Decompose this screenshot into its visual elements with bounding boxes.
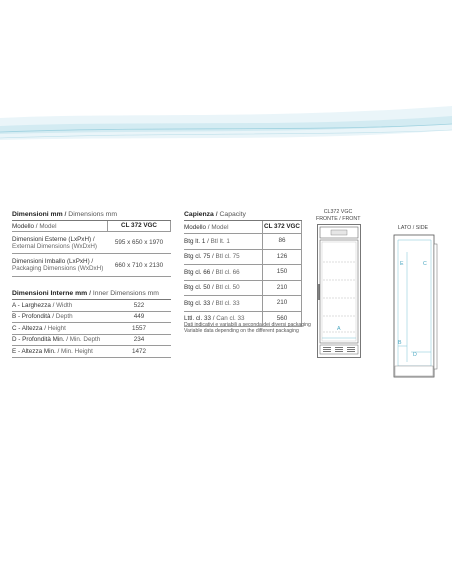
front-drawing <box>317 224 361 363</box>
side-dimension-label-b: B <box>398 340 402 346</box>
inner-row-height: C - Altezza / Height 1557 <box>12 323 171 335</box>
decorative-wave-band <box>0 0 452 200</box>
side-dimension-label-c: C <box>423 261 427 267</box>
side-drawing <box>393 234 439 385</box>
front-drawing-title: CL372 VGC FRONTE / FRONT <box>316 209 361 222</box>
dimensions-row-packaging: Dimensioni Imballo (LxPxH) / Packaging Dimensions (WxDxH) 660 x 710 x 2130 <box>12 254 171 277</box>
capacity-note: Dati indicativi e variabili a seconda dei diversi packaging Variable data depending on the different packaging <box>184 322 311 335</box>
inner-row-depth: B - Profondità / Depth 449 <box>12 312 171 324</box>
dimensions-row-external: Dimensioni Esterne (LxPxH) / External Dimensions (WxDxH) 595 x 650 x 1970 <box>12 232 171 254</box>
side-drawing-title: LATO / SIDE <box>397 225 429 231</box>
capacity-row: Btg cl. 33 / Btl cl. 33 210 <box>184 296 302 312</box>
side-dimension-label-d: D <box>413 352 417 358</box>
capacity-row: Btg cl. 50 / Btl cl. 50 210 <box>184 281 302 297</box>
capacity-row: Btg cl. 66 / Btl cl. 66 150 <box>184 265 302 281</box>
dimensions-title: Dimensioni mm / Dimensions mm <box>12 211 118 218</box>
inner-row-min-depth: D - Profondità Min. / Min. Depth 234 <box>12 335 171 347</box>
side-dimension-label-e: E <box>400 261 404 267</box>
capacity-table <box>184 211 302 327</box>
dimensions-table <box>12 211 171 358</box>
capacity-header-row: Modello / Model CL 372 VGC <box>184 221 302 234</box>
capacity-row: Btg cl. 75 / Btl cl. 75 126 <box>184 250 302 266</box>
capacity-row: Btg lt. 1 / Btl lt. 1 86 <box>184 234 302 250</box>
inner-dimensions-title: Dimensioni Interne mm / Inner Dimensions mm <box>12 290 159 297</box>
inner-row-min-height: E - Altezza Min. / Min. Height 1472 <box>12 346 171 358</box>
capacity-row: Lttl. cl. 33 / Can cl. 33 560 <box>184 312 302 328</box>
capacity-title: Capienza / Capacity <box>184 211 246 218</box>
front-dimension-label-a: A <box>337 326 341 332</box>
inner-row-width: A - Larghezza / Width 522 <box>12 300 171 312</box>
dimensions-header-row: Modello / Model CL 372 VGC <box>12 221 171 232</box>
